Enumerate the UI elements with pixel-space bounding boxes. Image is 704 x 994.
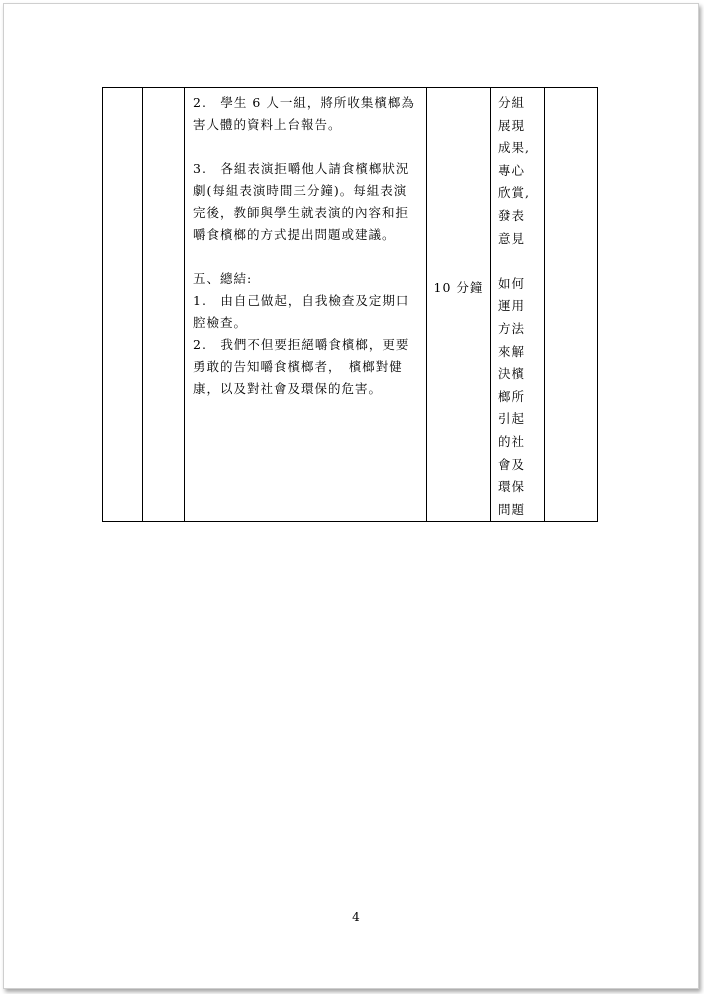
empty-cell-1 — [103, 88, 143, 522]
activity-line: 2. 我們不但要拒絕嚼食檳榔，更要 — [193, 337, 410, 352]
assessment-line: 運用 — [498, 298, 526, 314]
empty-cell-2 — [143, 88, 185, 522]
activity-line: 1. 由自己做起，自我檢查及定期口 — [193, 293, 410, 308]
assessment-cell — [491, 88, 545, 522]
assessment-line: 意見 — [498, 230, 526, 246]
activity-line: 2. 學生 6 人一組，將所收集檳榔為 — [193, 95, 415, 110]
assessment-line: 來解 — [498, 343, 526, 359]
activity-line: 嚼食檳榔的方式提出問題或建議。 — [193, 227, 396, 242]
document-page — [3, 3, 699, 989]
assessment-line: 環保 — [498, 479, 526, 495]
activity-line: 3. 各組表演拒嚼他人請食檳榔狀況 — [193, 161, 410, 176]
assessment-line: 會及 — [498, 456, 526, 472]
assessment-line: 發表 — [498, 207, 526, 223]
empty-cell-last — [545, 88, 598, 522]
assessment-line: 欣賞, — [498, 185, 530, 201]
table-row — [103, 88, 598, 522]
time-allocation: 10 分鐘 — [433, 280, 484, 295]
assessment-line: 展現 — [498, 117, 526, 133]
activity-line: 五、總結: — [193, 271, 253, 286]
assessment-line: 方法 — [498, 320, 526, 336]
activity-line: 完後，教師與學生就表演的內容和拒 — [193, 205, 410, 220]
assessment-line: 的社 — [498, 433, 526, 449]
assessment-line: 決檳 — [498, 366, 526, 382]
assessment-line: 專心 — [498, 162, 526, 178]
activity-line: 腔檢查。 — [193, 315, 248, 330]
lesson-plan-table — [102, 87, 598, 522]
page-number: 4 — [352, 910, 360, 924]
assessment-line: 分組 — [498, 95, 526, 110]
assessment-line: 如何 — [498, 275, 526, 291]
assessment-line: 引起 — [498, 411, 526, 427]
activity-line: 勇敢的告知嚼食檳榔者， 檳榔對健 — [193, 359, 403, 374]
assessment-line: 成果, — [498, 140, 530, 156]
time-cell — [427, 88, 491, 522]
activity-line: 劇(每組表演時間三分鐘)。每組表演 — [193, 183, 408, 198]
assessment-line: 榔所 — [498, 388, 526, 404]
activity-line: 康，以及對社會及環保的危害。 — [193, 381, 383, 396]
activity-cell — [185, 88, 427, 522]
activity-line: 害人體的資料上台報告。 — [193, 117, 342, 132]
assessment-line: 問題 — [498, 501, 526, 517]
